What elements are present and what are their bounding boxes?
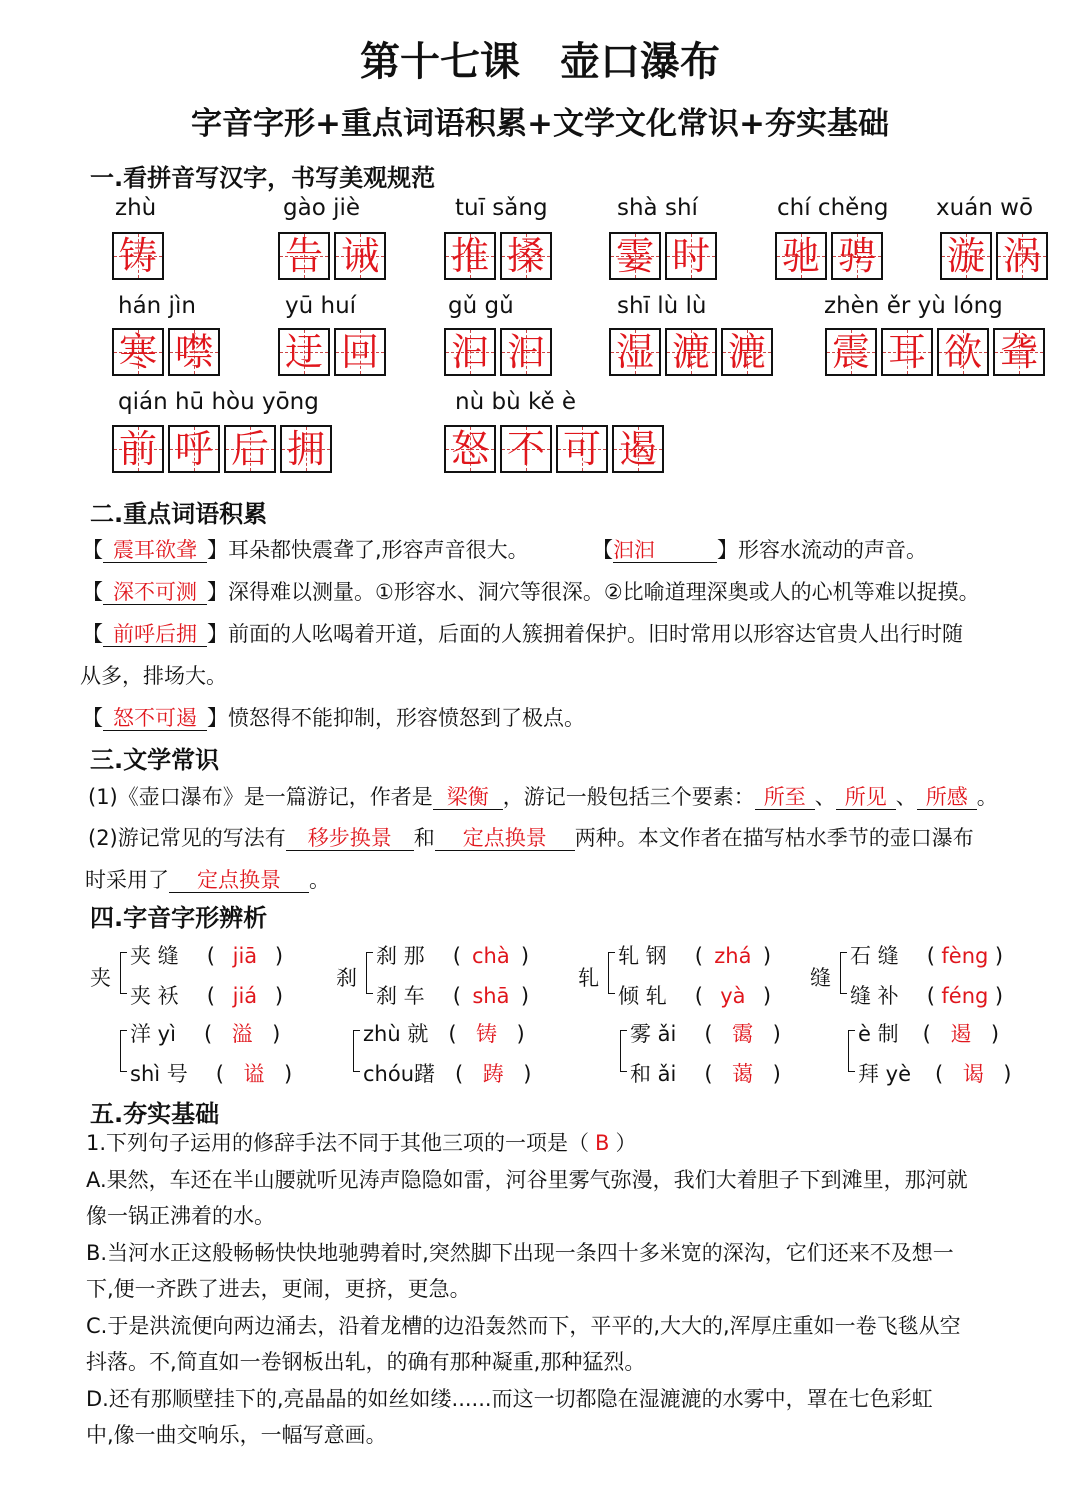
char-grid bbox=[112, 232, 168, 280]
char-grid bbox=[444, 232, 556, 280]
char-cell: 推 bbox=[444, 232, 496, 280]
char-grid bbox=[775, 232, 887, 280]
pinyin-label: gǔ gǔ bbox=[448, 293, 514, 319]
pinyin-label: chí chěng bbox=[777, 195, 889, 221]
char-cell: 回 bbox=[334, 328, 386, 376]
char-cell: 耳 bbox=[881, 328, 933, 376]
char-grid bbox=[444, 328, 556, 376]
poly-item: è 制 ( 遏 ) bbox=[858, 1022, 1000, 1046]
option-a: A.果然，车还在半山腰就听见涛声隐隐如雷，河谷里雾气弥漫，我们大着胆子下到滩里，那河就 bbox=[86, 1168, 968, 1192]
char-cell: 告 bbox=[278, 232, 330, 280]
poly-item: shì 号 ( 谥 ) bbox=[130, 1062, 293, 1086]
brace bbox=[620, 1030, 627, 1072]
brace bbox=[353, 1030, 360, 1072]
option-c-cont: 抖落。不,简直如一卷钢板出轧，的确有那种凝重,那种猛烈。 bbox=[86, 1350, 646, 1374]
vocab-entry: 【 前呼后拥 】前面的人吆喝着开道，后面的人簇拥着保护。旧时常用以形容达官贵人出行时随 bbox=[82, 622, 963, 646]
page-title: 第十七课 壶口瀑布 bbox=[360, 39, 720, 85]
poly-item: 刹 车 ( shā ) bbox=[376, 984, 530, 1008]
char-cell: 寒 bbox=[112, 328, 164, 376]
vocab-entry: 【汩汩 】形容水流动的声音。 bbox=[592, 538, 927, 562]
pinyin-label: qián hū hòu yōng bbox=[118, 389, 319, 415]
section-heading-4: 四.字音字形辨析 bbox=[90, 904, 268, 932]
char-cell: 漉 bbox=[665, 328, 717, 376]
pinyin-label: nù bù kě è bbox=[455, 389, 577, 415]
char-cell: 霎 bbox=[609, 232, 661, 280]
section-heading-1: 一.看拼音写汉字，书写美观规范 bbox=[90, 164, 436, 192]
brace bbox=[840, 952, 847, 994]
pinyin-label: shī lù lù bbox=[617, 293, 707, 319]
poly-item: 倾 轧 ( yà ) bbox=[618, 984, 772, 1008]
char-cell: 漉 bbox=[721, 328, 773, 376]
section-heading-5: 五.夯实基础 bbox=[90, 1100, 220, 1128]
section-heading-3: 三.文学常识 bbox=[90, 746, 220, 774]
poly-item: 拜 yè ( 谒 ) bbox=[858, 1062, 1012, 1086]
option-d-cont: 中,像一曲交响乐，一幅写意画。 bbox=[86, 1423, 387, 1447]
char-cell: 后 bbox=[224, 425, 276, 473]
char-cell: 怒 bbox=[444, 425, 496, 473]
pinyin-label: hán jìn bbox=[118, 293, 196, 319]
char-cell: 呼 bbox=[168, 425, 220, 473]
poly-item: 洋 yì ( 溢 ) bbox=[130, 1022, 281, 1046]
poly-item: zhù 就 ( 铸 ) bbox=[363, 1022, 525, 1046]
vocab-entry: 【 深不可测 】深得难以测量。①形容水、洞穴等很深。②比喻道理深奥或人的心机等难以捉摸。 bbox=[82, 580, 980, 604]
brace bbox=[848, 1030, 855, 1072]
poly-item: 夹 缝 ( jiā ) bbox=[130, 944, 284, 968]
option-b: B.当河水正这般畅畅快快地驰骋着时,突然脚下出现一条四十多米宽的深沟，它们还来不及想一 bbox=[86, 1241, 954, 1265]
poly-head: 刹 bbox=[336, 966, 357, 990]
brace bbox=[120, 952, 127, 994]
poly-item: chóu躇 ( 踌 ) bbox=[363, 1062, 532, 1086]
page-subtitle: 字音字形+重点词语积累+文学文化常识+夯实基础 bbox=[191, 106, 889, 142]
poly-item: 夹 袄 ( jiá ) bbox=[130, 984, 284, 1008]
pinyin-label: zhù bbox=[115, 195, 157, 221]
char-cell: 欲 bbox=[937, 328, 989, 376]
char-grid bbox=[609, 328, 777, 376]
char-cell: 时 bbox=[665, 232, 717, 280]
char-grid bbox=[940, 232, 1052, 280]
brace bbox=[366, 952, 373, 994]
char-cell: 聋 bbox=[993, 328, 1045, 376]
option-b-cont: 下,便一齐跌了进去，更闹，更挤，更急。 bbox=[86, 1277, 471, 1301]
char-cell: 汩 bbox=[500, 328, 552, 376]
char-grid bbox=[825, 328, 1049, 376]
option-c: C.于是洪流便向两边涌去，沿着龙槽的边沿轰然而下，平平的,大大的,浑厚庄重如一卷飞毯从空 bbox=[86, 1314, 961, 1338]
vocab-entry: 【 怒不可遏 】愤怒得不能抑制，形容愤怒到了极点。 bbox=[82, 706, 585, 730]
pinyin-label: xuán wō bbox=[936, 195, 1034, 221]
char-cell: 拥 bbox=[280, 425, 332, 473]
char-grid bbox=[609, 232, 721, 280]
brace bbox=[608, 952, 615, 994]
lit-line-3: 时采用了 定点换景 。 bbox=[85, 868, 330, 892]
pinyin-label: tuī sǎng bbox=[455, 195, 548, 221]
char-grid bbox=[112, 425, 336, 473]
char-grid bbox=[278, 232, 390, 280]
lit-line-1: (1)《壶口瀑布》是一篇游记，作者是 梁衡 ，游记一般包括三个要素： 所至 、 所见 、 所感 。 bbox=[88, 785, 998, 809]
char-grid bbox=[112, 328, 224, 376]
char-cell: 湿 bbox=[609, 328, 661, 376]
char-cell: 汩 bbox=[444, 328, 496, 376]
char-cell: 遏 bbox=[612, 425, 664, 473]
pinyin-label: shà shí bbox=[617, 195, 698, 221]
char-grid bbox=[278, 328, 390, 376]
pinyin-label: yū huí bbox=[285, 293, 357, 319]
poly-head: 缝 bbox=[810, 966, 831, 990]
char-grid bbox=[444, 425, 668, 473]
brace bbox=[120, 1030, 127, 1072]
poly-head: 夹 bbox=[90, 966, 111, 990]
char-cell: 涡 bbox=[996, 232, 1048, 280]
char-cell: 可 bbox=[556, 425, 608, 473]
pinyin-label: gào jiè bbox=[283, 195, 361, 221]
vocab-entry-cont: 从多，排场大。 bbox=[80, 664, 227, 688]
char-cell: 不 bbox=[500, 425, 552, 473]
poly-head: 轧 bbox=[578, 966, 599, 990]
char-cell: 漩 bbox=[940, 232, 992, 280]
char-cell: 铸 bbox=[112, 232, 164, 280]
char-cell: 驰 bbox=[775, 232, 827, 280]
char-cell: 搡 bbox=[500, 232, 552, 280]
option-d: D.还有那顺壁挂下的,亮晶晶的如丝如缕......而这一切都隐在湿漉漉的水雾中，罩在七色彩虹 bbox=[86, 1387, 933, 1411]
question-stem: 1.下列句子运用的修辞手法不同于其他三项的一项是（ B ） bbox=[86, 1131, 637, 1155]
option-a-cont: 像一锅正沸着的水。 bbox=[86, 1204, 275, 1228]
poly-item: 轧 钢 ( zhá ) bbox=[618, 944, 772, 968]
poly-item: 石 缝 ( fèng ) bbox=[850, 944, 1004, 968]
char-cell: 前 bbox=[112, 425, 164, 473]
poly-item: 雾 ǎi ( 霭 ) bbox=[630, 1022, 781, 1046]
poly-item: 缝 补 ( féng ) bbox=[850, 984, 1004, 1008]
char-cell: 噤 bbox=[168, 328, 220, 376]
char-cell: 震 bbox=[825, 328, 877, 376]
poly-item: 和 ǎi ( 蔼 ) bbox=[630, 1062, 781, 1086]
lit-line-2: (2)游记常见的写法有 移步换景 和 定点换景 两种。本文作者在描写枯水季节的壶口瀑布 bbox=[88, 826, 974, 850]
char-cell: 骋 bbox=[831, 232, 883, 280]
char-cell: 迂 bbox=[278, 328, 330, 376]
pinyin-label: zhèn ěr yù lóng bbox=[824, 293, 1003, 319]
vocab-entry: 【 震耳欲聋 】耳朵都快震聋了,形容声音很大。 bbox=[82, 538, 529, 562]
char-cell: 诫 bbox=[334, 232, 386, 280]
poly-item: 刹 那 ( chà ) bbox=[376, 944, 530, 968]
section-heading-2: 二.重点词语积累 bbox=[90, 500, 268, 528]
